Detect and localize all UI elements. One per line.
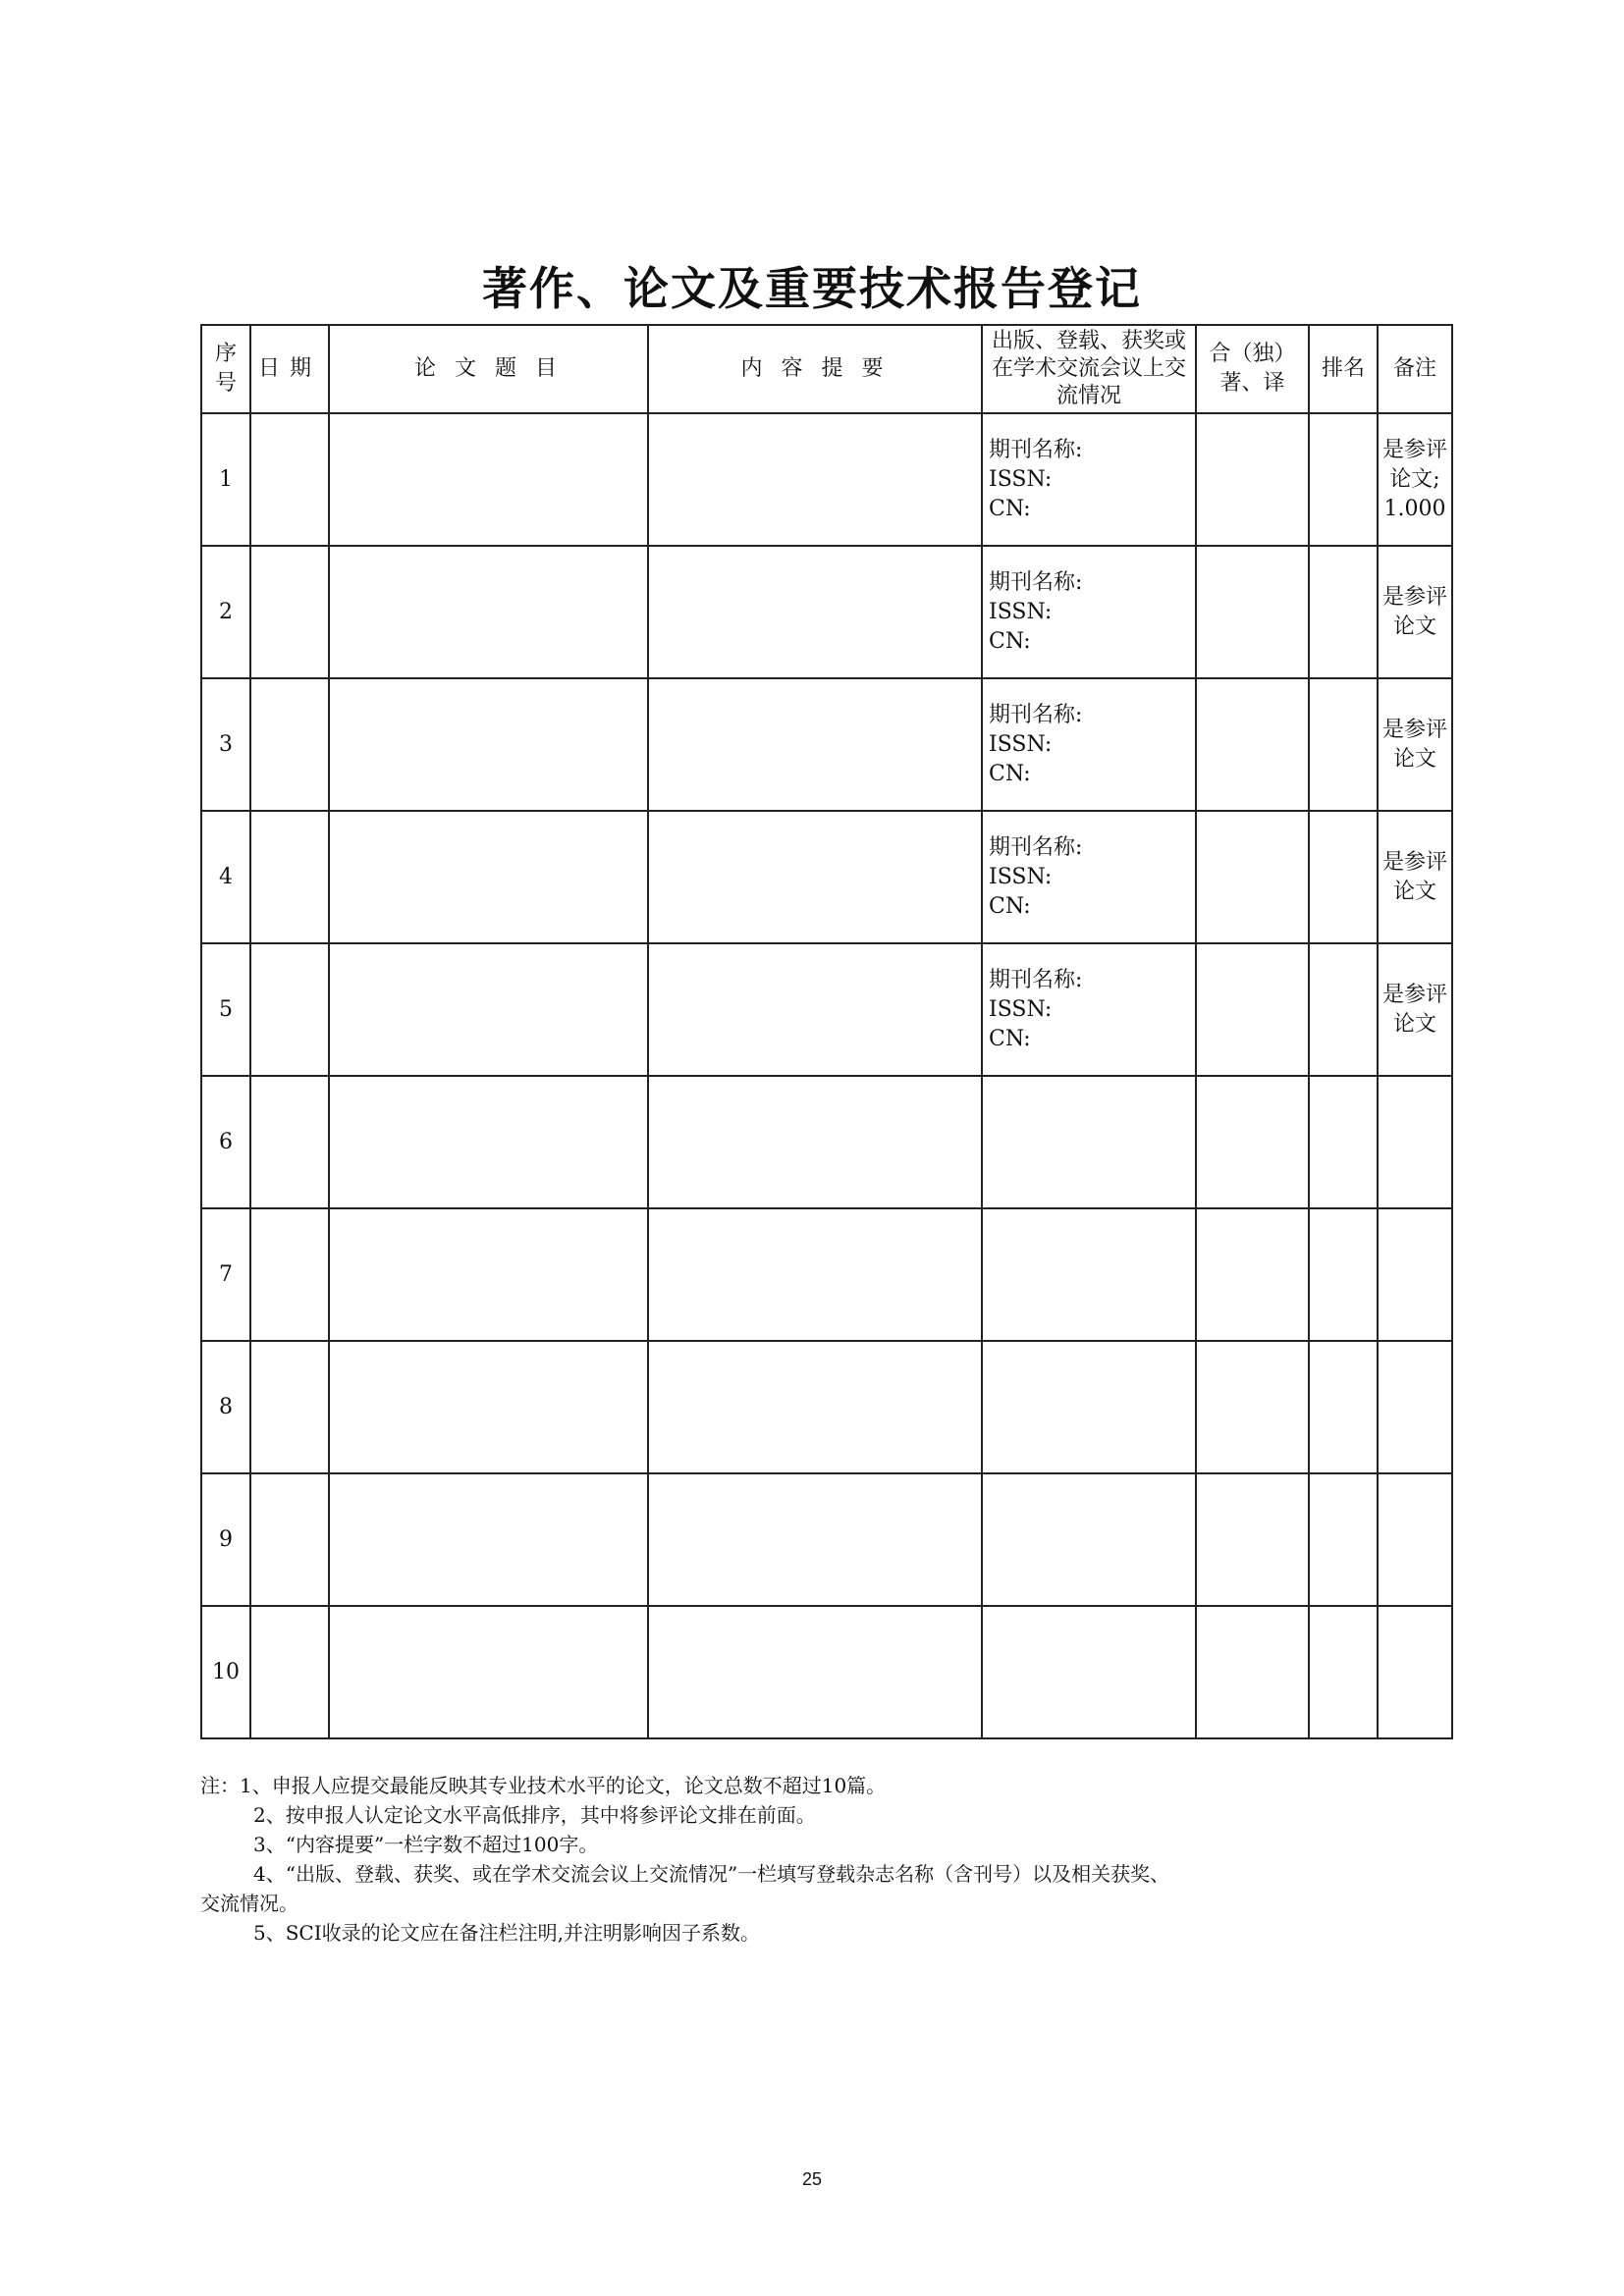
remarks-cell[interactable] bbox=[1378, 811, 1452, 943]
registration-table bbox=[200, 324, 1453, 1739]
remark-line: 论文 bbox=[1392, 879, 1436, 904]
publication-line: 期刊名称: bbox=[989, 569, 1083, 595]
date-cell[interactable] bbox=[250, 811, 329, 943]
paper-title-cell[interactable] bbox=[329, 1473, 648, 1606]
summary-cell[interactable] bbox=[648, 413, 982, 546]
note-line: 5、SCI收录的论文应在备注栏注明,并注明影响因子系数。 bbox=[253, 1921, 760, 1945]
remark-line: 论文 bbox=[1392, 1011, 1436, 1037]
remarks-cell[interactable] bbox=[1378, 943, 1452, 1076]
date-cell[interactable] bbox=[250, 1606, 329, 1738]
rank-cell[interactable] bbox=[1309, 1076, 1378, 1208]
publication-line: ISSN: bbox=[989, 731, 1053, 757]
table-row bbox=[201, 678, 1452, 811]
authorship-cell[interactable] bbox=[1196, 1606, 1309, 1738]
publication-cell[interactable] bbox=[982, 678, 1196, 811]
table-row bbox=[201, 1076, 1452, 1208]
table-row bbox=[201, 413, 1452, 546]
summary-cell[interactable] bbox=[648, 1473, 982, 1606]
remark-line: 是参评 bbox=[1382, 717, 1448, 742]
publication-line: CN: bbox=[989, 628, 1031, 654]
header-summary: 内 容 提 要 bbox=[648, 325, 982, 413]
seq-cell: 2 bbox=[201, 546, 250, 678]
remark-line: 是参评 bbox=[1382, 584, 1448, 610]
publication-cell[interactable] bbox=[982, 1606, 1196, 1738]
remark-line: 1.000 bbox=[1383, 496, 1446, 521]
publication-cell[interactable] bbox=[982, 1076, 1196, 1208]
publication-line: ISSN: bbox=[989, 996, 1053, 1022]
table-row bbox=[201, 1473, 1452, 1606]
authorship-cell[interactable] bbox=[1196, 413, 1309, 546]
seq-cell: 7 bbox=[201, 1208, 250, 1341]
header-rank: 排名 bbox=[1309, 325, 1378, 413]
table-row bbox=[201, 546, 1452, 678]
authorship-cell[interactable] bbox=[1196, 1208, 1309, 1341]
table-row bbox=[201, 1341, 1452, 1473]
authorship-cell[interactable] bbox=[1196, 1076, 1309, 1208]
rank-cell[interactable] bbox=[1309, 546, 1378, 678]
date-cell[interactable] bbox=[250, 943, 329, 1076]
page-number: 25 bbox=[801, 2169, 823, 2189]
remark-line: 论文; bbox=[1389, 466, 1440, 492]
table-row bbox=[201, 811, 1452, 943]
header-paper-title: 论 文 题 目 bbox=[329, 325, 648, 413]
seq-cell: 1 bbox=[201, 413, 250, 546]
summary-cell[interactable] bbox=[648, 1208, 982, 1341]
publication-line: ISSN: bbox=[989, 466, 1053, 492]
publication-cell[interactable] bbox=[982, 943, 1196, 1076]
remarks-cell[interactable] bbox=[1378, 678, 1452, 811]
publication-cell[interactable] bbox=[982, 546, 1196, 678]
summary-cell[interactable] bbox=[648, 1341, 982, 1473]
page-title: 著作、论文及重要技术报告登记 bbox=[482, 262, 1142, 315]
date-cell[interactable] bbox=[250, 678, 329, 811]
publication-line: ISSN: bbox=[989, 864, 1053, 889]
header-seq: 序号 bbox=[201, 325, 250, 413]
publication-cell[interactable] bbox=[982, 811, 1196, 943]
publication-line: 期刊名称: bbox=[989, 967, 1083, 992]
paper-title-cell[interactable] bbox=[329, 413, 648, 546]
header-publication: 出版、登载、获奖或在学术交流会议上交流情况 bbox=[982, 325, 1196, 413]
seq-cell: 8 bbox=[201, 1341, 250, 1473]
header-authorship: 合（独）著、译 bbox=[1196, 325, 1309, 413]
header-remarks: 备注 bbox=[1378, 325, 1452, 413]
publication-line: ISSN: bbox=[989, 599, 1053, 624]
seq-cell: 4 bbox=[201, 811, 250, 943]
publication-cell[interactable] bbox=[982, 413, 1196, 546]
remark-line: 论文 bbox=[1392, 746, 1436, 772]
remarks-cell[interactable] bbox=[1378, 1208, 1452, 1341]
authorship-cell[interactable] bbox=[1196, 943, 1309, 1076]
table-row bbox=[201, 943, 1452, 1076]
remarks-cell[interactable] bbox=[1378, 413, 1452, 546]
rank-cell[interactable] bbox=[1309, 678, 1378, 811]
publication-line: CN: bbox=[989, 893, 1031, 919]
publication-line: 期刊名称: bbox=[989, 834, 1083, 860]
date-cell[interactable] bbox=[250, 1473, 329, 1606]
paper-title-cell[interactable] bbox=[329, 1606, 648, 1738]
summary-cell[interactable] bbox=[648, 1076, 982, 1208]
rank-cell[interactable] bbox=[1309, 1208, 1378, 1341]
authorship-cell[interactable] bbox=[1196, 1473, 1309, 1606]
rank-cell[interactable] bbox=[1309, 1473, 1378, 1606]
seq-cell: 9 bbox=[201, 1473, 250, 1606]
seq-cell: 5 bbox=[201, 943, 250, 1076]
authorship-cell[interactable] bbox=[1196, 1341, 1309, 1473]
rank-cell[interactable] bbox=[1309, 811, 1378, 943]
note-line: 2、按申报人认定论文水平高低排序，其中将参评论文排在前面。 bbox=[253, 1803, 816, 1827]
rank-cell[interactable] bbox=[1309, 943, 1378, 1076]
seq-cell: 3 bbox=[201, 678, 250, 811]
table-row bbox=[201, 1606, 1452, 1738]
header-date: 日期 bbox=[250, 325, 329, 413]
publication-line: CN: bbox=[989, 761, 1031, 786]
rank-cell[interactable] bbox=[1309, 1606, 1378, 1738]
summary-cell[interactable] bbox=[648, 1606, 982, 1738]
publication-line: 期刊名称: bbox=[989, 702, 1083, 727]
remarks-cell[interactable] bbox=[1378, 1341, 1452, 1473]
summary-cell[interactable] bbox=[648, 943, 982, 1076]
note-line: 4、“出版、登载、获奖、或在学术交流会议上交流情况”一栏填写登载杂志名称（含刊号）以及相关获奖、 bbox=[253, 1862, 1170, 1886]
authorship-cell[interactable] bbox=[1196, 678, 1309, 811]
summary-cell[interactable] bbox=[648, 546, 982, 678]
remarks-cell[interactable] bbox=[1378, 1606, 1452, 1738]
footnotes bbox=[200, 1771, 1451, 1948]
table-header-row bbox=[201, 325, 1452, 413]
date-cell[interactable] bbox=[250, 1076, 329, 1208]
publication-cell[interactable] bbox=[982, 1473, 1196, 1606]
note-line: 注：1、申报人应提交最能反映其专业技术水平的论文，论文总数不超过10篇。 bbox=[200, 1774, 887, 1797]
note-line: 3、“内容提要”一栏字数不超过100字。 bbox=[253, 1833, 599, 1856]
remark-line: 是参评 bbox=[1382, 437, 1448, 462]
paper-title-cell[interactable] bbox=[329, 811, 648, 943]
publication-line: CN: bbox=[989, 496, 1031, 521]
seq-cell: 6 bbox=[201, 1076, 250, 1208]
publication-cell[interactable] bbox=[982, 1208, 1196, 1341]
paper-title-cell[interactable] bbox=[329, 943, 648, 1076]
publication-line: CN: bbox=[989, 1026, 1031, 1051]
date-cell[interactable] bbox=[250, 413, 329, 546]
remark-line: 是参评 bbox=[1382, 849, 1448, 875]
remark-line: 是参评 bbox=[1382, 982, 1448, 1007]
remarks-cell[interactable] bbox=[1378, 1473, 1452, 1606]
date-cell[interactable] bbox=[250, 546, 329, 678]
rank-cell[interactable] bbox=[1309, 1341, 1378, 1473]
paper-title-cell[interactable] bbox=[329, 546, 648, 678]
note-line: 交流情况。 bbox=[200, 1892, 298, 1915]
publication-line: 期刊名称: bbox=[989, 437, 1083, 462]
remarks-cell[interactable] bbox=[1378, 546, 1452, 678]
rank-cell[interactable] bbox=[1309, 413, 1378, 546]
paper-title-cell[interactable] bbox=[329, 1341, 648, 1473]
paper-title-cell[interactable] bbox=[329, 678, 648, 811]
date-cell[interactable] bbox=[250, 1208, 329, 1341]
summary-cell[interactable] bbox=[648, 811, 982, 943]
paper-title-cell[interactable] bbox=[329, 1208, 648, 1341]
seq-cell: 10 bbox=[201, 1606, 250, 1738]
publication-cell[interactable] bbox=[982, 1341, 1196, 1473]
remark-line: 论文 bbox=[1392, 614, 1436, 639]
table-row bbox=[201, 1208, 1452, 1341]
authorship-cell[interactable] bbox=[1196, 811, 1309, 943]
authorship-cell[interactable] bbox=[1196, 546, 1309, 678]
paper-title-cell[interactable] bbox=[329, 1076, 648, 1208]
remarks-cell[interactable] bbox=[1378, 1076, 1452, 1208]
date-cell[interactable] bbox=[250, 1341, 329, 1473]
summary-cell[interactable] bbox=[648, 678, 982, 811]
